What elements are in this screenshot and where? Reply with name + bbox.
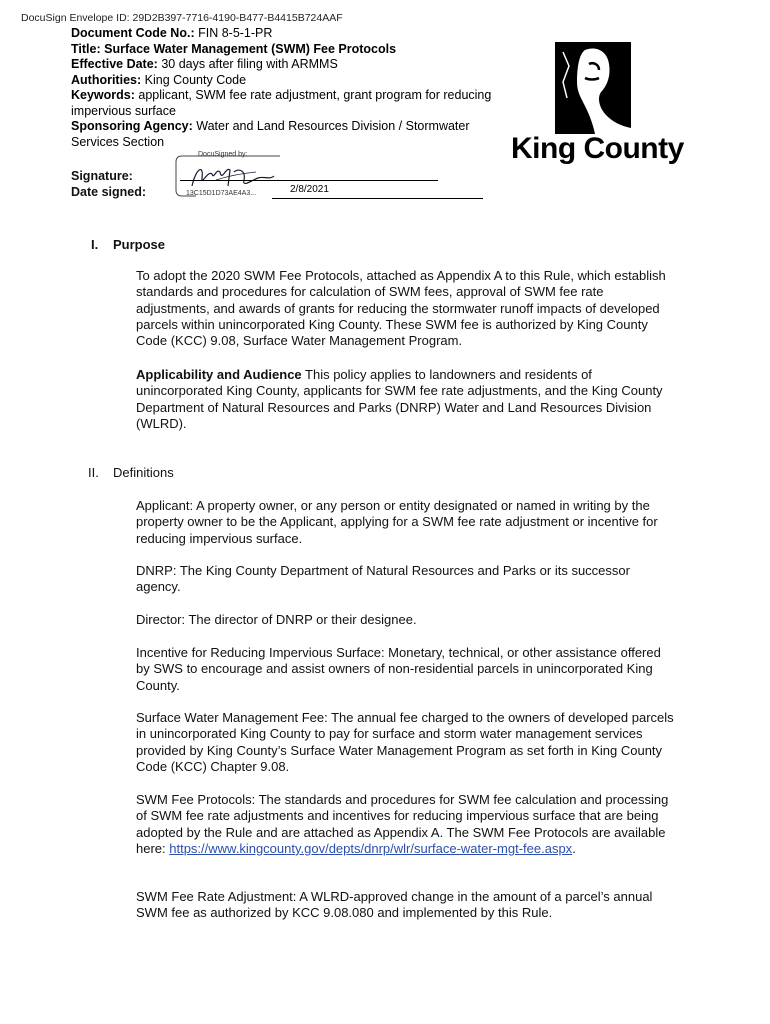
definition-swm-fee: Surface Water Management Fee: The annual fee charged to the owners of developed parcels in unincorporated King County to pay for surface and storm water management services provided by King County’s Surface Water Management Program as set forth in King County Code (KCC) Chapter 9.08.	[136, 710, 674, 774]
keywords-row-cont: impervious surface	[71, 103, 176, 118]
definition-dnrp: DNRP: The King County Department of Natural Resources and Parks or its successor agency.	[136, 563, 630, 595]
effective-value: 30 days after filing with ARMMS	[161, 57, 338, 71]
section-title-purpose: Purpose	[113, 237, 166, 252]
authorities-label: Authorities:	[71, 72, 142, 87]
applicability-text: This policy applies to landowners and residents of unincorporated King County, applicants for SWM fee rate adjustments, and the King County Department of Natural Resources and Parks (DNRP) Water and Land Resources Division (WLRD).	[136, 367, 663, 431]
king-county-emblem-icon	[555, 42, 631, 134]
keywords-value: applicant, SWM fee rate adjustment, grant program for reducing	[138, 88, 492, 102]
definition-rate-adjustment: SWM Fee Rate Adjustment: A WLRD-approved change in the amount of a parcel’s annual SWM fee as authorized by KCC 9.08.080 and implemented by this Rule.	[136, 889, 653, 921]
signature-labels	[71, 168, 146, 200]
document-header	[71, 26, 531, 150]
effective-label: Effective Date:	[71, 57, 158, 71]
keywords-row	[71, 88, 531, 104]
signer-id: 13C15D1D73AE4A3...	[186, 190, 257, 197]
agency-label: Sponsoring Agency:	[71, 119, 193, 133]
authorities-value: King County Code	[144, 72, 247, 87]
applicability-paragraph	[136, 367, 676, 432]
agency-value: Water and Land Resources Division / Stormwater	[196, 119, 470, 133]
envelope-id: DocuSign Envelope ID: 29D2B397-7716-4190-B477-B4415B724AAF	[21, 12, 343, 24]
protocols-end: .	[572, 840, 576, 856]
title-row	[71, 42, 531, 58]
date-line	[272, 198, 483, 199]
agency-row-cont: Services Section	[71, 134, 165, 149]
king-county-logo-text: King County	[511, 132, 684, 165]
date-signed-value: 2/8/2021	[290, 184, 329, 195]
doc-code-row	[71, 26, 531, 42]
section-number-purpose: I.	[91, 237, 99, 252]
definition-director: Director: The director of DNRP or their designee.	[136, 612, 417, 627]
date-signed-label: Date signed:	[71, 185, 147, 199]
purpose-paragraph: To adopt the 2020 SWM Fee Protocols, attached as Appendix A to this Rule, which establish standards and procedures for calculation of SWM fees, approval of SWM fee rate adjustments, and awards of grants for reducing the stormwater runoff impacts of developed parcels within unincorporated King County. These SWM fee is authorized by King County Code (KCC) 9.08, Surface Water Management Program.	[136, 268, 666, 349]
doc-code-label: Document Code No.:	[71, 26, 195, 40]
effective-date-row	[71, 57, 531, 73]
section-title-definitions: Definitions	[113, 465, 174, 480]
title-label: Title:	[71, 41, 101, 56]
doc-code-value: FIN 8-5-1-PR	[198, 26, 273, 40]
section-number-definitions: II.	[88, 465, 99, 480]
signature-label: Signature:	[71, 169, 133, 183]
definition-swm-fee-protocols	[136, 792, 676, 857]
swm-fee-protocols-link[interactable]: https://www.kingcounty.gov/depts/dnrp/wlr/surface-water-mgt-fee.aspx	[169, 840, 573, 856]
title-value: Surface Water Management (SWM) Fee Protocols	[104, 41, 397, 56]
keywords-label: Keywords:	[71, 88, 135, 102]
definition-applicant: Applicant: A property owner, or any person or entity designated or named in writing by the property owner to be the Applicant, applying for a SWM fee rate adjustment or incentive for reducing impervious surface.	[136, 498, 658, 546]
authorities-row	[71, 73, 531, 89]
signature-line	[180, 180, 438, 181]
handwritten-signature-icon	[186, 160, 276, 194]
protocols-text: SWM Fee Protocols: The standards and procedures for SWM fee calculation and processing of SWM fee rate adjustments and incentives for reducing impervious surface that are being adopted by the Rule and are attached as Appendix A. The SWM Fee Protocols are available here:	[136, 792, 669, 856]
definition-incentive: Incentive for Reducing Impervious Surface: Monetary, technical, or other assistance offered by SWS to encourage and assist owners of non-residential parcels in unincorporated King County.	[136, 645, 661, 693]
agency-row	[71, 119, 531, 135]
applicability-label: Applicability and Audience	[136, 367, 302, 382]
docusigned-by-label: DocuSigned by:	[198, 151, 248, 158]
